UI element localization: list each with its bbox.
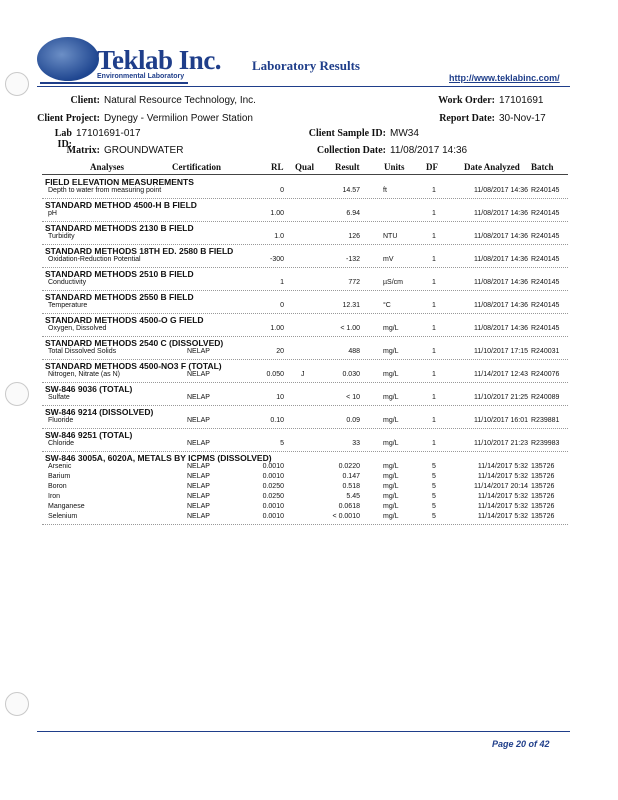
rl-cell: 10	[276, 394, 284, 401]
certification-cell: NELAP	[187, 417, 210, 424]
section-separator	[42, 290, 568, 291]
analysis-name: Oxidation-Reduction Potential	[48, 256, 141, 263]
date-analyzed-cell: 11/08/2017 14:36	[474, 302, 528, 309]
col-result: Result	[335, 162, 360, 172]
table-header-rule	[42, 174, 568, 175]
batch-cell: 135726	[531, 493, 555, 500]
matrix-label: Matrix:	[66, 145, 100, 156]
units-cell: °C	[383, 302, 391, 309]
units-cell: mg/L	[383, 325, 399, 332]
section-heading: SW-846 9036 (TOTAL)	[45, 384, 133, 394]
units-cell: mg/L	[383, 348, 399, 355]
certification-cell: NELAP	[187, 348, 210, 355]
df-cell: 5	[432, 493, 436, 500]
rl-cell: 0.0010	[262, 503, 284, 510]
section-separator	[42, 221, 568, 222]
rl-cell: -300	[269, 256, 284, 263]
section-separator	[42, 428, 568, 429]
sample-id-label: Client Sample ID:	[308, 128, 386, 139]
header-rule	[37, 86, 570, 87]
rl-cell: 1	[280, 279, 284, 286]
col-date-analyzed: Date Analyzed	[464, 162, 520, 172]
analysis-name: Depth to water from measuring point	[48, 187, 162, 194]
rl-cell: 20	[276, 348, 284, 355]
section-separator	[42, 336, 568, 337]
result-cell: 14.57	[342, 187, 360, 194]
result-cell: 6.94	[346, 210, 360, 217]
df-cell: 1	[432, 187, 436, 194]
certification-cell: NELAP	[187, 503, 210, 510]
result-cell: 0.518	[342, 483, 360, 490]
units-cell: NTU	[383, 233, 398, 240]
date-analyzed-cell: 11/08/2017 14:36	[474, 233, 528, 240]
section-heading: STANDARD METHODS 2540 C (DISSOLVED)	[45, 338, 224, 348]
df-cell: 5	[432, 463, 436, 470]
section-separator	[42, 382, 568, 383]
rl-cell: 0.0250	[262, 493, 284, 500]
df-cell: 1	[432, 371, 436, 378]
date-analyzed-cell: 11/14/2017 5:32	[477, 503, 528, 510]
result-cell: 488	[348, 348, 360, 355]
analysis-name: Manganese	[48, 503, 85, 510]
batch-cell: R240031	[531, 348, 560, 355]
binder-hole	[5, 692, 29, 716]
section-separator	[42, 267, 568, 268]
analysis-name: Oxygen, Dissolved	[48, 325, 107, 332]
section-heading: SW-846 9251 (TOTAL)	[45, 430, 133, 440]
section-heading: STANDARD METHODS 2510 B FIELD	[45, 269, 194, 279]
batch-cell: R240145	[531, 256, 560, 263]
df-cell: 5	[432, 473, 436, 480]
sample-id-value: MW34	[390, 128, 419, 139]
analysis-name: pH	[48, 210, 57, 217]
date-analyzed-cell: 11/14/2017 5:32	[477, 513, 528, 520]
batch-cell: 135726	[531, 513, 555, 520]
page-title: Laboratory Results	[252, 58, 360, 73]
result-cell: 0.09	[346, 417, 360, 424]
df-cell: 5	[432, 503, 436, 510]
analysis-name: Boron	[48, 483, 67, 490]
df-cell: 1	[432, 417, 436, 424]
batch-cell: R239881	[531, 417, 560, 424]
units-cell: mg/L	[383, 473, 399, 480]
date-analyzed-cell: 11/14/2017 5:32	[477, 473, 528, 480]
rl-cell: 0	[280, 187, 284, 194]
date-analyzed-cell: 11/14/2017 5:32	[477, 463, 528, 470]
certification-cell: NELAP	[187, 513, 210, 520]
analysis-name: Arsenic	[48, 463, 72, 470]
date-analyzed-cell: 11/10/2017 17:15	[474, 348, 528, 355]
col-batch: Batch	[531, 162, 554, 172]
client-value: Natural Resource Technology, Inc.	[104, 95, 256, 106]
batch-cell: R240145	[531, 233, 560, 240]
collection-label: Collection Date:	[316, 145, 386, 156]
certification-cell: NELAP	[187, 463, 210, 470]
section-heading: FIELD ELEVATION MEASUREMENTS	[45, 177, 194, 187]
section-heading: STANDARD METHODS 4500-NO3 F (TOTAL)	[45, 361, 222, 371]
date-analyzed-cell: 11/10/2017 21:23	[474, 440, 528, 447]
rl-cell: 0.0250	[262, 483, 284, 490]
batch-cell: 135726	[531, 503, 555, 510]
date-analyzed-cell: 11/08/2017 14:36	[474, 256, 528, 263]
date-analyzed-cell: 11/10/2017 16:01	[474, 417, 528, 424]
section-separator	[42, 405, 568, 406]
batch-cell: 135726	[531, 483, 555, 490]
analysis-name: Fluoride	[48, 417, 74, 424]
units-cell: mg/L	[383, 483, 399, 490]
result-cell: 5.45	[346, 493, 360, 500]
logo-underline	[40, 82, 188, 84]
analysis-name: Iron	[48, 493, 61, 500]
batch-cell: R240145	[531, 210, 560, 217]
certification-cell: NELAP	[187, 394, 210, 401]
section-heading: SW-846 9214 (DISSOLVED)	[45, 407, 154, 417]
rl-cell: 1.00	[270, 325, 284, 332]
df-cell: 1	[432, 256, 436, 263]
result-cell: < 1.00	[340, 325, 360, 332]
batch-cell: 135726	[531, 463, 555, 470]
units-cell: mV	[383, 256, 394, 263]
section-separator	[42, 524, 568, 525]
report-date-value: 30-Nov-17	[499, 113, 546, 124]
date-analyzed-cell: 11/10/2017 21:25	[474, 394, 528, 401]
section-separator	[42, 451, 568, 452]
result-cell: 0.147	[342, 473, 360, 480]
result-cell: -132	[345, 256, 360, 263]
analysis-name: Selenium	[48, 513, 78, 520]
df-cell: 1	[432, 210, 436, 217]
analysis-name: Chloride	[48, 440, 75, 447]
batch-cell: 135726	[531, 473, 555, 480]
rl-cell: 5	[280, 440, 284, 447]
binder-hole	[5, 72, 29, 96]
units-cell: µS/cm	[383, 279, 403, 286]
units-cell: mg/L	[383, 417, 399, 424]
analysis-name: Barium	[48, 473, 71, 480]
date-analyzed-cell: 11/14/2017 20:14	[474, 483, 528, 490]
result-cell: < 10	[346, 394, 360, 401]
date-analyzed-cell: 11/08/2017 14:36	[474, 210, 528, 217]
teklab-logo-icon	[37, 37, 99, 81]
batch-cell: R240145	[531, 279, 560, 286]
report-date-label: Report Date:	[439, 113, 495, 124]
result-cell: 0.0618	[338, 503, 360, 510]
units-cell: ft	[383, 187, 387, 194]
section-heading: STANDARD METHOD 4500-H B FIELD	[45, 200, 197, 210]
result-cell: 0.030	[342, 371, 360, 378]
section-heading: STANDARD METHODS 2130 B FIELD	[45, 223, 194, 233]
units-cell: mg/L	[383, 493, 399, 500]
result-cell: < 0.0010	[332, 513, 360, 520]
analysis-name: Nitrogen, Nitrate (as N)	[48, 371, 120, 378]
df-cell: 5	[432, 513, 436, 520]
rl-cell: 1.00	[270, 210, 284, 217]
col-rl: RL	[271, 162, 284, 172]
df-cell: 1	[432, 302, 436, 309]
section-heading: STANDARD METHODS 2550 B FIELD	[45, 292, 194, 302]
rl-cell: 0	[280, 302, 284, 309]
date-analyzed-cell: 11/08/2017 14:36	[474, 187, 528, 194]
project-label: Client Project:	[37, 113, 100, 124]
section-separator	[42, 244, 568, 245]
col-units: Units	[384, 162, 405, 172]
units-cell: mg/L	[383, 463, 399, 470]
certification-cell: NELAP	[187, 483, 210, 490]
website-link[interactable]: http://www.teklabinc.com/	[449, 73, 560, 83]
company-name: Teklab Inc.	[97, 45, 222, 75]
result-cell: 0.0220	[338, 463, 360, 470]
df-cell: 5	[432, 483, 436, 490]
units-cell: mg/L	[383, 440, 399, 447]
page-number: Page 20 of 42	[492, 739, 550, 749]
result-cell: 126	[348, 233, 360, 240]
rl-cell: 0.10	[270, 417, 284, 424]
batch-cell: R240145	[531, 302, 560, 309]
result-cell: 33	[352, 440, 360, 447]
df-cell: 1	[432, 348, 436, 355]
collection-value: 11/08/2017 14:36	[390, 145, 468, 156]
rl-cell: 0.0010	[262, 513, 284, 520]
units-cell: mg/L	[383, 371, 399, 378]
binder-hole	[5, 382, 29, 406]
rl-cell: 0.0010	[262, 463, 284, 470]
batch-cell: R239983	[531, 440, 560, 447]
rl-cell: 1.0	[274, 233, 284, 240]
df-cell: 1	[432, 233, 436, 240]
date-analyzed-cell: 11/14/2017 5:32	[477, 493, 528, 500]
df-cell: 1	[432, 440, 436, 447]
work-order-label: Work Order:	[438, 95, 495, 106]
section-separator	[42, 198, 568, 199]
qual-cell: J	[301, 371, 305, 378]
certification-cell: NELAP	[187, 371, 210, 378]
section-separator	[42, 359, 568, 360]
rl-cell: 0.050	[266, 371, 284, 378]
col-certification: Certification	[172, 162, 221, 172]
work-order-value: 17101691	[499, 95, 544, 106]
section-heading: SW-846 3005A, 6020A, METALS BY ICPMS (DISSOLVED)	[45, 453, 272, 463]
section-separator	[42, 313, 568, 314]
section-heading: STANDARD METHODS 4500-O G FIELD	[45, 315, 204, 325]
df-cell: 1	[432, 325, 436, 332]
units-cell: mg/L	[383, 503, 399, 510]
certification-cell: NELAP	[187, 440, 210, 447]
analysis-name: Sulfate	[48, 394, 70, 401]
batch-cell: R240076	[531, 371, 560, 378]
result-cell: 12.31	[342, 302, 360, 309]
analysis-name: Turbidity	[48, 233, 75, 240]
company-subtitle: Environmental Laboratory	[97, 73, 185, 80]
lab-id-value: 17101691-017	[76, 128, 141, 139]
client-label: Client:	[70, 95, 100, 106]
result-cell: 772	[348, 279, 360, 286]
units-cell: mg/L	[383, 394, 399, 401]
date-analyzed-cell: 11/08/2017 14:36	[474, 279, 528, 286]
footer-rule	[37, 731, 570, 732]
col-analyses: Analyses	[90, 162, 125, 172]
lab-id-label: Lab ID:	[54, 128, 72, 150]
certification-cell: NELAP	[187, 493, 210, 500]
col-qual: Qual	[295, 162, 315, 172]
df-cell: 1	[432, 394, 436, 401]
batch-cell: R240145	[531, 187, 560, 194]
section-heading: STANDARD METHODS 18TH ED. 2580 B FIELD	[45, 246, 234, 256]
batch-cell: R240089	[531, 394, 560, 401]
date-analyzed-cell: 11/14/2017 12:43	[474, 371, 528, 378]
date-analyzed-cell: 11/08/2017 14:36	[474, 325, 528, 332]
units-cell: mg/L	[383, 513, 399, 520]
rl-cell: 0.0010	[262, 473, 284, 480]
project-value: Dynegy - Vermilion Power Station	[104, 113, 253, 124]
analysis-name: Total Dissolved Solids	[48, 348, 117, 355]
analysis-name: Temperature	[48, 302, 88, 309]
certification-cell: NELAP	[187, 473, 210, 480]
batch-cell: R240145	[531, 325, 560, 332]
df-cell: 1	[432, 279, 436, 286]
matrix-value: GROUNDWATER	[104, 145, 184, 156]
col-df: DF	[426, 162, 438, 172]
analysis-name: Conductivity	[48, 279, 87, 286]
